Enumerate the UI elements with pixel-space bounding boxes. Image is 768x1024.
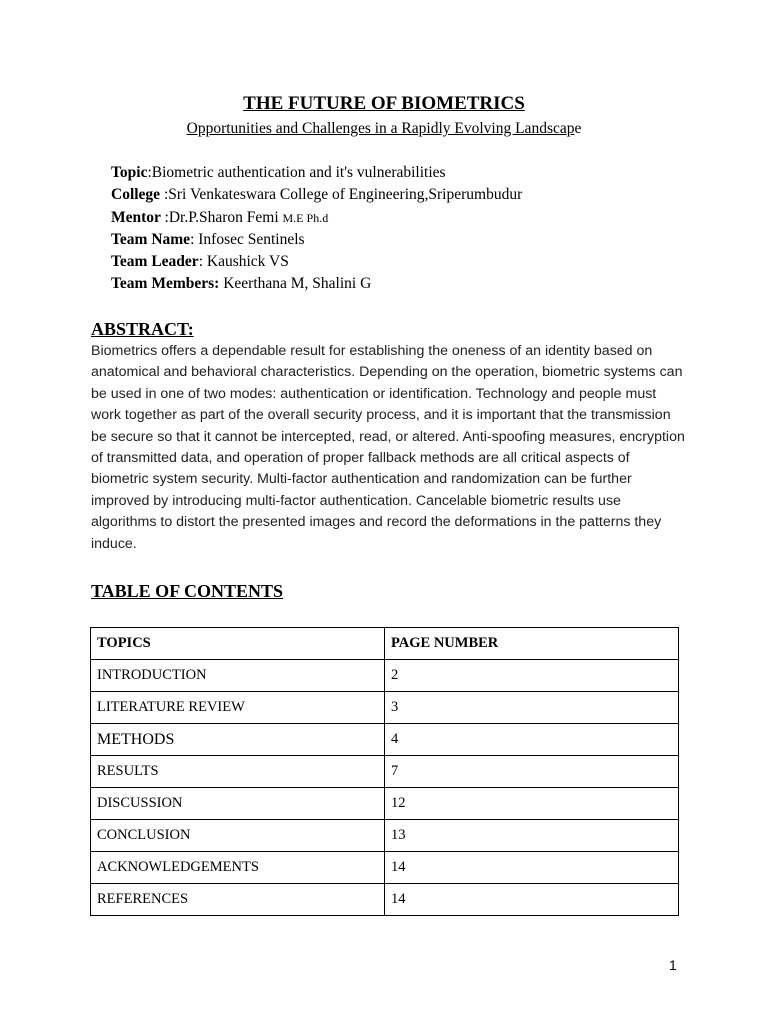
toc-table — [90, 627, 679, 916]
toc-topic: INTRODUCTION — [91, 660, 385, 692]
toc-page: 3 — [385, 692, 679, 724]
toc-header-topics: TOPICS — [91, 628, 385, 660]
toc-header-page-number: PAGE NUMBER — [385, 628, 679, 660]
toc-topic: DISCUSSION — [91, 788, 385, 820]
toc-row — [91, 724, 679, 756]
team-leader-label: Team Leader — [111, 253, 199, 271]
toc-row — [91, 660, 679, 692]
toc-topic: METHODS — [91, 724, 385, 756]
toc-page: 4 — [385, 724, 679, 756]
toc-topic: RESULTS — [91, 756, 385, 788]
mentor-qualification: M.E Ph.d — [282, 210, 329, 225]
subtitle-tail: e — [574, 120, 582, 137]
team-members-line — [111, 273, 731, 295]
toc-row — [91, 692, 679, 724]
toc-topic: CONCLUSION — [91, 820, 385, 852]
toc-page: 13 — [385, 820, 679, 852]
toc-row — [91, 852, 679, 884]
toc-page: 7 — [385, 756, 679, 788]
toc-header-row — [91, 628, 679, 660]
topic-value: :Biometric authentication and it's vulnerabilities — [147, 164, 446, 181]
team-leader-value: : Kaushick VS — [198, 253, 289, 271]
team-leader-line — [111, 251, 731, 273]
toc-page: 14 — [385, 884, 679, 916]
document-title: THE FUTURE OF BIOMETRICS — [243, 93, 525, 114]
toc-page: 2 — [385, 660, 679, 692]
mentor-value: :Dr.P.Sharon Femi — [164, 208, 283, 226]
team-members-label: Team Members: — [111, 275, 220, 293]
topic-line — [111, 162, 731, 184]
college-line — [111, 184, 731, 206]
document-subtitle — [0, 119, 768, 139]
toc-page: 14 — [385, 852, 679, 884]
team-members-value: Keerthana M, Shalini G — [219, 275, 372, 293]
abstract-body: Biometrics offers a dependable result for establishing the oneness of an identity based on anatomical and behavioral characteristics. Depending on the operation, biometric systems can be used in one of two modes: authentication or identification. Technology and people must work together as part of the overall security process, and it is important that the transmission be secure so that it cannot be intercepted, read, or altered. Anti-spoofing measures, encryption of transmitted data, and operation of proper fallback methods are all critical aspects of biometric system security. Multi-factor authentication and randomization can be further improved by introducing multi-factor authentication. Cancelable biometric results use algorithms to distort the presented images and record the deformations in the patterns they induce. — [91, 343, 685, 552]
mentor-label: Mentor — [111, 208, 165, 226]
team-name-value: : Infosec Sentinels — [190, 230, 305, 248]
toc-heading: TABLE OF CONTENTS — [91, 581, 284, 601]
toc-row — [91, 788, 679, 820]
team-name-line — [111, 229, 731, 251]
toc-row — [91, 756, 679, 788]
subtitle-underlined: Opportunities and Challenges in a Rapidly Evolving Landscap — [186, 120, 575, 137]
college-value: :Sri Venkateswara College of Engineering,Sriperumbudur — [163, 186, 523, 204]
topic-label: Topic — [111, 164, 148, 181]
abstract-heading: ABSTRACT: — [91, 319, 194, 339]
toc-topic: ACKNOWLEDGEMENTS — [91, 852, 385, 884]
team-name-label: Team Name — [111, 230, 191, 248]
toc-topic: REFERENCES — [91, 884, 385, 916]
page-number: 1 — [669, 957, 677, 973]
toc-row — [91, 884, 679, 916]
college-label: College — [111, 186, 164, 204]
toc-row — [91, 820, 679, 852]
mentor-line — [111, 207, 731, 229]
toc-page: 12 — [385, 788, 679, 820]
project-details — [111, 162, 731, 296]
toc-topic: LITERATURE REVIEW — [91, 692, 385, 724]
